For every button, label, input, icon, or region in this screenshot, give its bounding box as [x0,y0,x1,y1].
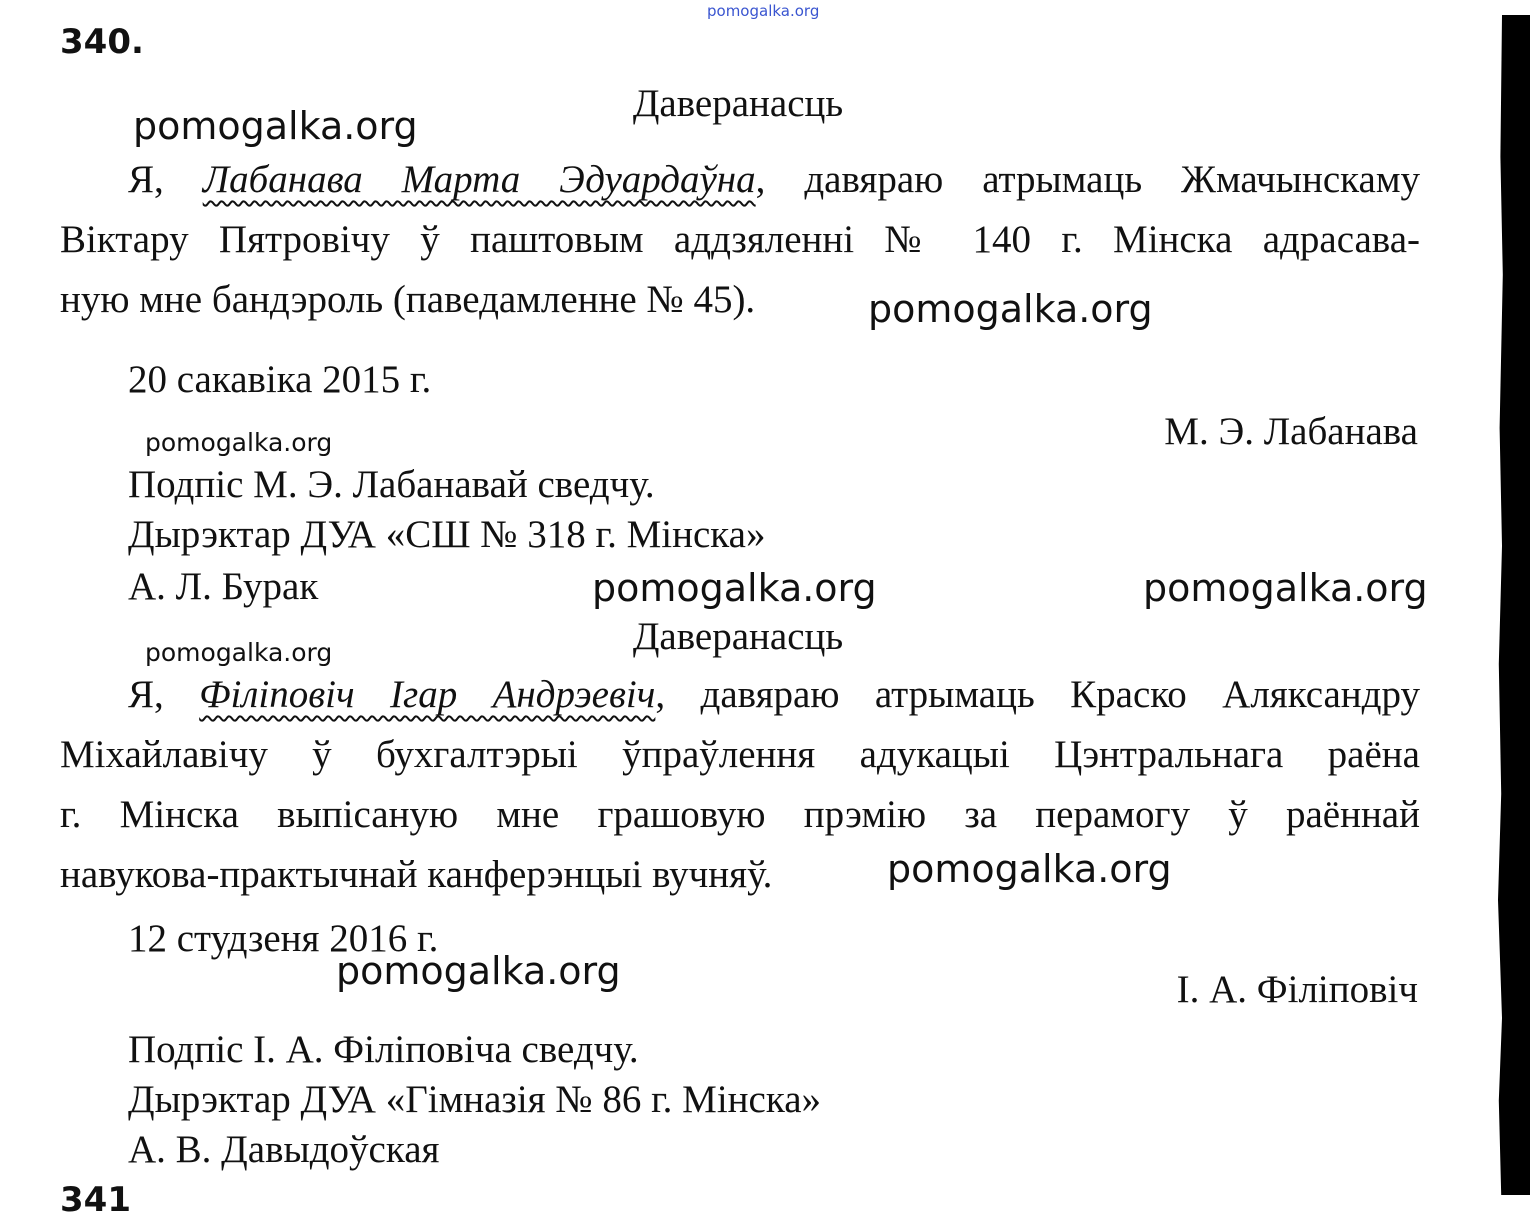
doc2-witness: Подпіс І. А. Філіповіча сведчу. [128,1028,639,1071]
doc1-line2: Віктару Пятровічу ў паштовым аддзяленні № 140 г. Мінска адрасава- [60,218,1420,261]
watermark-top: pomogalka.org [707,2,820,20]
doc2-line3: г. Мінска выпісаную мне грашовую прэмію за перамогу ў раённай [60,793,1420,836]
watermark: pomogalka.org [887,847,1172,891]
doc1-line3: ную мне бандэроль (паведамленне № 45). [60,278,756,321]
scan-page-edge [1490,15,1530,1195]
watermark: pomogalka.org [336,949,621,993]
watermark: pomogalka.org [592,566,877,610]
text: , давяраю атрымаць Жмачынскаму [755,158,1420,201]
text: , давяраю атрымаць Краско Аляксандру [655,673,1421,716]
text: Я, [128,673,200,716]
doc2-line2: Міхайлавічу ў бухгалтэрыі ўпраўлення адукацыі Цэнтральнага раёна [60,733,1420,776]
doc1-title: Даверанасць [632,82,844,125]
watermark: pomogalka.org [145,428,333,457]
doc2-signature: І. А. Філіповіч [1176,968,1418,1011]
doc1-witness: Подпіс М. Э. Лабанавай сведчу. [128,463,655,506]
doc2-line1 [128,673,1420,717]
doc1-director-title: Дырэктар ДУА «СШ № 318 г. Мінска» [128,513,766,556]
watermark: pomogalka.org [1143,566,1428,610]
doc2-line4: навукова-практычнай канферэнцыі вучняў. [60,853,773,896]
next-exercise-number: 341 [60,1180,131,1220]
doc1-signature: М. Э. Лабанава [1164,410,1418,453]
exercise-number: 340. [60,22,144,62]
text: Я, [128,158,203,201]
watermark: pomogalka.org [868,287,1153,331]
doc2-director-name: А. В. Давыдоўская [128,1128,440,1171]
doc2-name: Філіповіч Ігар Андрэевіч [199,673,656,716]
doc2-title: Даверанасць [632,615,844,658]
doc2-date: 12 студзеня 2016 г. [128,917,439,960]
doc1-director-name: А. Л. Бурак [128,565,319,608]
doc1-name: Лабанава Марта Эдуардаўна [202,158,756,201]
doc2-director-title: Дырэктар ДУА «Гімназія № 86 г. Мінска» [128,1078,822,1121]
watermark: pomogalka.org [133,104,418,148]
watermark: pomogalka.org [145,638,333,667]
doc1-line1 [128,158,1420,202]
doc1-date: 20 сакавіка 2015 г. [128,358,432,401]
